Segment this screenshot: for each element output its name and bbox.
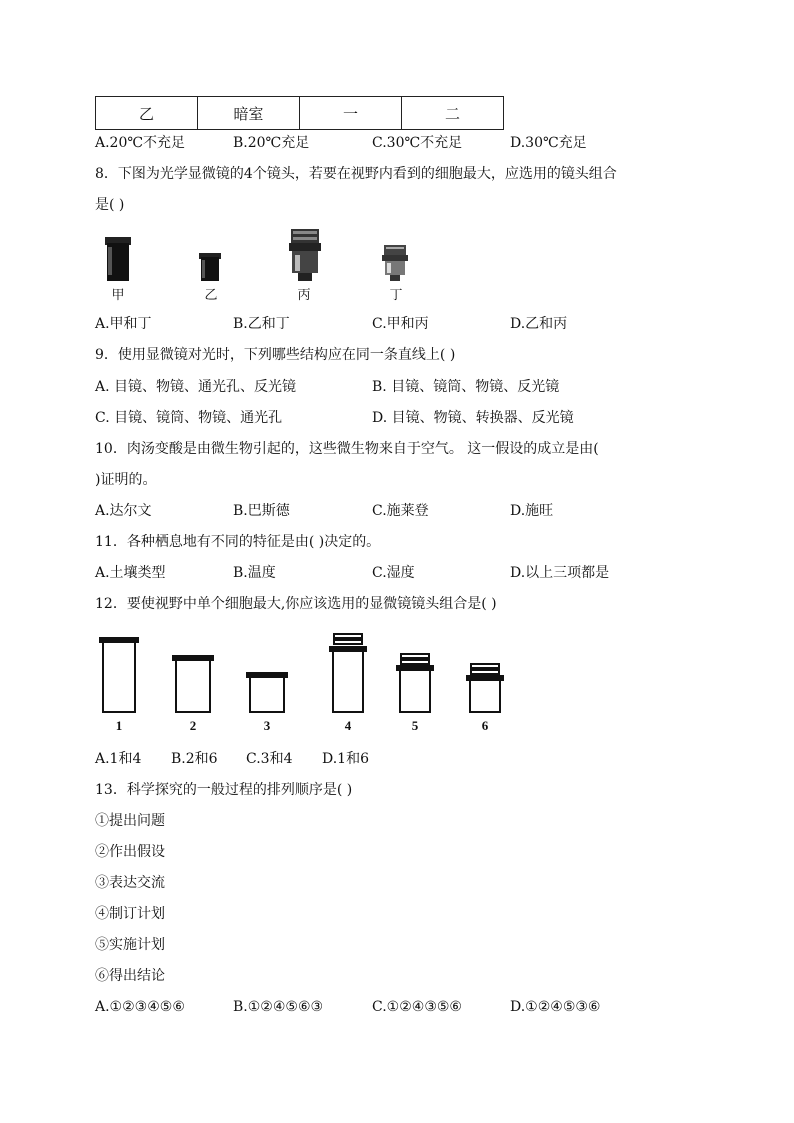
lens-number-6: 6 — [481, 718, 489, 733]
option-c: C.甲和丙 — [372, 316, 429, 332]
option-a: A. 目镜、物镜、通光孔、反光镜 — [95, 379, 297, 395]
lens-2-icon — [173, 656, 213, 712]
lens-label-yi: 乙 — [204, 288, 218, 303]
lens-label-bing: 丙 — [297, 288, 311, 303]
q10-stem-line1: 10．肉汤变酸是由微生物引起的，这些微生物来自于空气。 这一假设的成立是由( — [95, 441, 599, 457]
option-d: D.①②④⑤③⑥ — [510, 999, 601, 1015]
q13-step-6: ⑥得出结论 — [95, 968, 165, 984]
q13-stem: 13．科学探究的一般过程的排列顺序是( ) — [95, 782, 353, 798]
option-d: D.以上三项都是 — [510, 565, 610, 581]
option-a: A.①②③④⑤⑥ — [95, 999, 185, 1015]
lens-5-icon — [397, 654, 433, 712]
q13-step-3: ③表达交流 — [95, 875, 165, 891]
lens-ding-icon — [382, 245, 408, 281]
lens-number-3: 3 — [263, 718, 271, 733]
q13-step-4: ④制订计划 — [95, 906, 165, 922]
q11-stem: 11．各种栖息地有不同的特征是由( )决定的。 — [95, 534, 381, 550]
option-b: B.20℃充足 — [233, 135, 310, 151]
option-d: D.30℃充足 — [510, 135, 587, 151]
q13-options — [95, 997, 600, 1017]
option-a: A.20℃不充足 — [95, 135, 186, 151]
option-b: B.温度 — [233, 565, 276, 581]
option-b: B.①②④⑤⑥③ — [233, 999, 324, 1015]
q8-lens-figure — [95, 225, 425, 285]
q12-options — [95, 749, 369, 769]
lens-number-5: 5 — [411, 718, 419, 733]
table-cell: 二 — [402, 97, 504, 130]
q13-step-5: ⑤实施计划 — [95, 937, 165, 953]
q9-options-row1 — [95, 377, 559, 397]
option-b: B.2和6 — [171, 751, 218, 767]
option-b: B.巴斯德 — [233, 503, 290, 519]
q13-step-1: ①提出问题 — [95, 813, 165, 829]
q12-stem: 12．要使视野中单个细胞最大,你应该选用的显微镜镜头组合是( ) — [95, 596, 497, 612]
q12-lens-figure — [95, 630, 515, 720]
option-d: D.施旺 — [510, 503, 554, 519]
lens-yi-icon — [199, 253, 221, 281]
option-d: D. 目镜、物镜、转换器、反光镜 — [372, 410, 574, 426]
lens-1-icon — [100, 638, 138, 712]
q13-step-2: ②作出假设 — [95, 844, 165, 860]
table-cell: 暗室 — [198, 97, 300, 130]
q7-options — [95, 133, 587, 153]
lens-number-2: 2 — [189, 718, 197, 733]
option-c: C.3和4 — [246, 751, 293, 767]
q8-options — [95, 314, 567, 334]
table-row — [96, 97, 504, 130]
q10-stem-line2: )证明的。 — [95, 472, 157, 488]
option-b: B.乙和丁 — [233, 316, 290, 332]
q8-stem-line2: 是( ) — [95, 197, 125, 213]
answer-table — [95, 96, 504, 130]
lens-4-icon — [330, 634, 366, 712]
q9-options-row2 — [95, 408, 574, 428]
lens-3-icon — [247, 673, 287, 712]
option-d: D.1和6 — [322, 751, 369, 767]
q11-options — [95, 563, 609, 583]
q9-stem: 9．使用显微镜对光时，下列哪些结构应在同一条直线上( ) — [95, 347, 456, 363]
option-a: A.达尔文 — [95, 503, 152, 519]
table-cell: 乙 — [96, 97, 198, 130]
option-a: A.土壤类型 — [95, 565, 166, 581]
table-cell: 一 — [300, 97, 402, 130]
option-d: D.乙和丙 — [510, 316, 568, 332]
lens-6-icon — [467, 664, 503, 712]
option-c: C.湿度 — [372, 565, 415, 581]
lens-number-1: 1 — [115, 718, 123, 733]
lens-jia-icon — [105, 237, 131, 281]
lens-bing-icon — [289, 229, 321, 281]
option-c: C.30℃不充足 — [372, 135, 463, 151]
option-c: C.施莱登 — [372, 503, 429, 519]
lens-label-jia: 甲 — [111, 288, 125, 303]
option-c: C.①②④③⑤⑥ — [372, 999, 462, 1015]
option-c: C. 目镜、镜筒、物镜、通光孔 — [95, 410, 283, 426]
q8-stem-line1: 8．下图为光学显微镜的4个镜头，若要在视野内看到的细胞最大，应选用的镜头组合 — [95, 166, 617, 182]
lens-label-ding: 丁 — [389, 288, 403, 303]
option-a: A.1和4 — [95, 751, 142, 767]
q10-options — [95, 501, 553, 521]
option-b: B. 目镜、镜筒、物镜、反光镜 — [372, 379, 560, 395]
lens-number-4: 4 — [344, 718, 352, 733]
option-a: A.甲和丁 — [95, 316, 152, 332]
